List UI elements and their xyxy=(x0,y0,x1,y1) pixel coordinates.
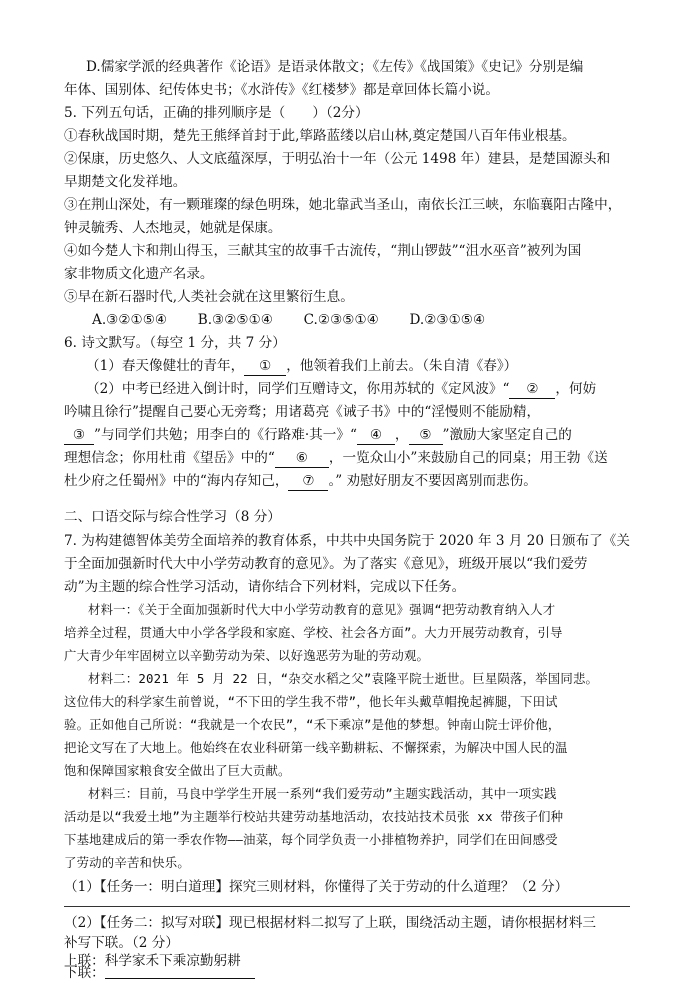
q6-blank-5[interactable]: ⑤ xyxy=(409,426,443,445)
q6-part2-line4: 理想信念；你用杜甫《望岳》中的“ ⑥ ，一览众山小”来鼓励自己的同桌；用王勃《送 xyxy=(64,450,608,466)
q6-part2-line1: （2）中考已经进入倒计时，同学们互赠诗文，你用苏轼的《定风波》“ ② ，何妨 xyxy=(86,381,597,397)
q5-sentence-4-line2: 家非物质文化遗产名录。 xyxy=(64,266,214,282)
q6-part2-line2: 吟啸且徐行”提醒自己要心无旁骛；用诸葛亮《诫子书》中的“淫慢则不能励精， xyxy=(64,404,541,420)
q6-blank-7[interactable]: ⑦ xyxy=(288,472,328,491)
couplet-lower-input[interactable] xyxy=(105,962,255,979)
q6-part1: （1）春天像健壮的青年， ① ，他领着我们上前去。（朱自清《春》） xyxy=(86,358,518,374)
material-2-line2: 这位伟大的科学家生前曾说，“不下田的学生我不带”，他长年头戴草帽挽起裤腿，下田试 xyxy=(64,694,558,709)
q6-stem: 6. 诗文默写。（每空 1 分，共 7 分） xyxy=(64,335,286,351)
q5-option-d[interactable]: D.②③①⑤④ xyxy=(409,312,486,328)
q6-part2-line5: 杜少府之任蜀州》中的“海内存知己， ⑦ 。” 劝慰好朋友不要因离别而悲伤。 xyxy=(64,473,537,489)
q5-sentence-2-line2: 早期楚文化发祥地。 xyxy=(64,174,187,190)
q6-blank-2[interactable]: ② xyxy=(509,380,555,399)
q5-sentence-5: ⑤早在新石器时代,人类社会就在这里繁衍生息。 xyxy=(64,289,354,305)
material-1-line1: 材料一：《关于全面加强新时代大中小学劳动教育的意见》强调“把劳动教育纳入人才 xyxy=(88,602,556,617)
material-3-line4: 了劳动的辛苦和快乐。 xyxy=(64,855,190,870)
task-1: （1）【任务一：明白道理】探究三则材料，你懂得了关于劳动的什么道理？（2 分） xyxy=(64,879,569,895)
task-2-line1: （2）【任务二：拟写对联】现已根据材料二拟写了上联，围绕活动主题，请你根据材料三 xyxy=(64,915,597,931)
q5-sentence-4-line1: ④如今楚人卞和荆山得玉，三献其宝的故事千古流传，“荆山锣鼓”“沮水巫音”被列为国 xyxy=(64,243,582,259)
material-2-line5: 饱和保障国家粮食安全做出了巨大贡献。 xyxy=(64,763,291,778)
material-2-line4: 把论文写在了大地上。他始终在农业科研第一线辛勤耕耘、不懈探索，为解决中国人民的温 xyxy=(64,740,568,755)
q5-sentence-3-line1: ③在荆山深处，有一颗璀璨的绿色明珠，她北靠武当圣山，南依长江三峡，东临襄阳古隆中， xyxy=(64,197,622,213)
material-2-line1: 材料二：2021 年 5 月 22 日，“杂交水稻之父”袁隆平院士逝世。巨星陨落，举国同悲。 xyxy=(88,671,599,686)
task-2-line2: 补写下联。（2 分） xyxy=(64,935,179,951)
q4-option-d-line1: D.儒家学派的经典著作《论语》是语录体散文；《左传》《战国策》《史记》分别是编 xyxy=(86,59,584,75)
q7-stem-line3: 动”为主题的综合性学习活动，请你结合下列材料，完成以下任务。 xyxy=(64,579,466,595)
q5-sentence-2-line1: ②保康，历史悠久、人文底蕴深厚，于明弘治十一年（公元 1498 年）建县，是楚国源头和 xyxy=(64,151,611,167)
answer-line[interactable] xyxy=(64,906,630,907)
material-1-line2: 培养全过程，贯通大中小学各学段和家庭、学校、社会各方面”。大力开展劳动教育，引导 xyxy=(64,625,563,640)
q5-stem: 5. 下列五句话，正确的排列顺序是（ ）（2分） xyxy=(64,105,369,121)
material-1-line3: 广大青少年牢固树立以辛勤劳动为荣、以好逸恶劳为耻的劳动观。 xyxy=(64,648,430,663)
q4-option-d-line2: 年体、国别体、纪传体史书；《水浒传》《红楼梦》都是章回体长篇小说。 xyxy=(64,82,499,98)
q6-blank-4[interactable]: ④ xyxy=(357,426,395,445)
q6-blank-6[interactable]: ⑥ xyxy=(275,449,329,468)
couplet-lower: 下联： xyxy=(64,962,255,983)
q5-sentence-1: ①春秋战国时期，楚先王熊绎首封于此,筚路蓝缕以启山林,奠定楚国八百年伟业根基。 xyxy=(64,128,576,144)
q6-part2-line3: ③ ”与同学们共勉；用李白的《行路难·其一》“ ④ ， ⑤ ”激励大家坚定自己的 xyxy=(64,424,572,446)
q5-options xyxy=(92,309,485,331)
q6-blank-3[interactable]: ③ xyxy=(64,426,94,445)
q5-option-b[interactable]: B.③②⑤①④ xyxy=(197,312,273,328)
section-2-heading: 二、口语交际与综合性学习（8 分） xyxy=(64,509,281,525)
material-3-line2: 活动是以“我爱土地”为主题举行校站共建劳动基地活动，农技站技术员张 xx 带孩子们种 xyxy=(64,809,564,824)
material-3-line1: 材料三：目前，马良中学学生开展一系列“我们爱劳动”主题实践活动，其中一项实践 xyxy=(88,786,557,801)
q6-blank-1[interactable]: ① xyxy=(244,357,286,376)
q5-option-a[interactable]: A.③②①⑤④ xyxy=(92,312,168,328)
material-3-line3: 下基地建成后的第一季农作物——油菜，每个同学负责一小排植物养护，同学们在田间感受 xyxy=(64,832,558,847)
couplet-upper: 上联：科学家禾下乘凉勤躬耕 xyxy=(64,953,241,969)
q5-option-c[interactable]: C.②③⑤①④ xyxy=(303,312,379,328)
material-2-line3: 验。正如他自己所说：“我就是一个农民”，“禾下乘凉”是他的梦想。钟南山院士评价他， xyxy=(64,717,561,732)
q7-stem-line1: 7. 为构建德智体美劳全面培养的教育体系，中共中央国务院于 2020 年 3 月 20 日颁布了《关 xyxy=(64,533,630,549)
q7-stem-line2: 于全面加强新时代大中小学劳动教育的意见》。为了落实《意见》，班级开展以“我们爱劳 xyxy=(64,556,588,572)
q5-sentence-3-line2: 钟灵毓秀、人杰地灵，她就是保康。 xyxy=(64,220,282,236)
